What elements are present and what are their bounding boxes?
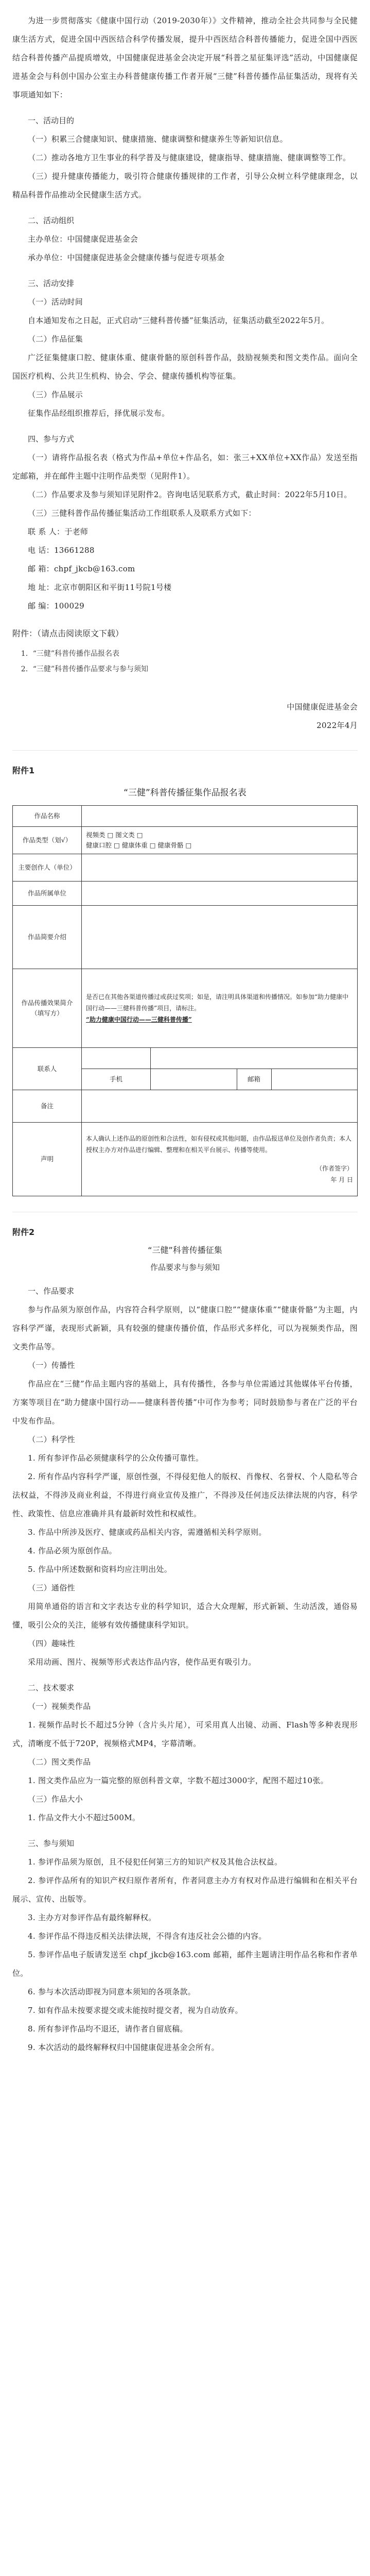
req-s1-sub-1: （一）传播性: [28, 1361, 75, 1370]
co-organizer: 承办单位：中国健康促进基金会健康传播与促进专项基金: [28, 253, 225, 262]
req-s1-text-9: 采用动画、图片、视频等形式表达作品内容，使作品更有吸引力。: [28, 1657, 256, 1667]
input-work-name[interactable]: [82, 806, 358, 827]
table-row: [13, 1048, 358, 1069]
section-divider: [12, 750, 358, 751]
reason-highlight: “助力健康中国行动——三健科普传播”: [86, 1016, 192, 1023]
annex-1-label: 附件1: [12, 766, 35, 775]
statement-sign: （作者签字）: [315, 1165, 353, 1172]
req-s3-text-9: 9. 本次活动的最终解释权归中国健康促进基金会所有。: [28, 2043, 219, 2052]
label-owner: 主要创作人（单位）: [13, 854, 82, 882]
req-section-2-title: 二、技术要求: [28, 1683, 75, 1692]
section-4-title: 四、参与方式: [28, 434, 75, 444]
section-1-title: 一、活动目的: [28, 116, 75, 125]
req-s2-sub-3: （三）作品大小: [28, 1794, 83, 1804]
section-1-item-3: （三）提升健康传播能力，吸引符合健康传播规律的工作者，引导公众树立科学健康理念，以精品科普作品推动全民健康生活方式。: [12, 172, 358, 199]
signature-org: 中国健康促进基金会: [287, 702, 358, 711]
contact-address: 地 址：北京市朝阳区和平街11号院1号楼: [28, 583, 172, 592]
section-4-text-3: （三）三健科普作品传播征集活动工作组联系人及联系方式如下：: [28, 509, 256, 518]
req-s2-text-3: 1. 作品文件大小不超过500M。: [28, 1813, 140, 1822]
label-work-name: 作品名称: [13, 806, 82, 827]
registration-form-table: [12, 805, 358, 1196]
contact-email[interactable]: 邮 箱：chpf_jkcb@163.com: [28, 564, 135, 573]
label-statement: 声明: [13, 1123, 82, 1196]
table-row: [13, 1123, 358, 1196]
req-s1-text-7: 5. 作品中所述数据和资料均应注明出处。: [28, 1565, 172, 1574]
requirements-subtitle: 作品要求与参与须知: [150, 1263, 220, 1272]
input-intro[interactable]: [82, 906, 358, 969]
req-s2-sub-1: （一）视频类作品: [28, 1702, 91, 1711]
attachment-link-2[interactable]: 2．“三健”科普传播作品要求与参与须知: [21, 665, 149, 673]
reason-text: [82, 969, 358, 1048]
type-options[interactable]: [82, 827, 358, 854]
req-s1-text-5: 3. 作品中所涉及医疗、健康或药品相关内容，需遵循相关科学原则。: [28, 1528, 267, 1537]
section-3-title: 三、活动安排: [28, 279, 75, 288]
req-s3-text-8: 8. 所有参评作品均不退还，请作者自留底稿。: [28, 2024, 188, 2033]
statement-text: 本人确认上述作品的原创性和合法性，如有侵权或其他问题，由作品报送单位及创作者负责；本人授权主办方对作品进行编辑、整理和在相关平台展示、传播等使用。: [86, 1135, 352, 1154]
req-s2-text-2: 1. 图文类作品应为一篇完整的原创科普文章，字数不超过3000字，配图不超过10张。: [28, 1776, 328, 1785]
input-owner[interactable]: [82, 854, 358, 882]
form-title: “三健”科普传播征集作品报名表: [124, 788, 246, 798]
req-s2-sub-2: （二）图文类作品: [28, 1757, 91, 1767]
req-s2-text-1: 1. 视频作品时长不超过5分钟（含片头片尾），可采用真人出镜、动画、Flash等多种表现形式，清晰度不低于720P，视频格式MP4，字幕清晰。: [12, 1720, 358, 1748]
table-row: [13, 806, 358, 827]
section-3-text-2: 广泛征集健康口腔、健康体重、健康骨骼的原创科普作品，鼓励视频类和图文类作品。面向全国医疗机构、公共卫生机构、协会、学会、健康传播机构等征集。: [12, 353, 358, 381]
req-s3-text-3: 3. 主办方对参评作品有最终解释权。: [28, 1913, 156, 1922]
label-contact-phone: 手机: [82, 1069, 151, 1090]
req-s1-text-1: 参与作品须为原创作品，内容符合科学原则，以“健康口腔”“健康体重”“健康骨骼”为主题，内容科学严谨，表现形式新颖，具有较强的健康传播价值，作品形式多样化，可以为视频类作品，图文类作品等。: [12, 1305, 358, 1351]
label-work-type: 作品类型（划√）: [13, 827, 82, 854]
section-4-text-1: （一）请将作品报名表（格式为作品+单位+作品名，如：张三+XX单位+XX作品）发送至指定邮箱，并在邮件主题中注明作品类型（见附件1）。: [12, 453, 358, 481]
statement-cell: [82, 1123, 358, 1196]
req-s1-sub-2: （二）科学性: [28, 1435, 75, 1444]
input-contact-extra[interactable]: [151, 1048, 358, 1069]
section-3-sub-3: （三）作品展示: [28, 390, 83, 399]
req-s1-text-6: 4. 作品必须为原创作品。: [28, 1546, 117, 1555]
req-s3-text-2: 2. 参评作品所有的知识产权归原作者所有，作者同意主办方有权对作品进行编辑和在相关平台展示、宣传、出版等。: [12, 1876, 358, 1904]
req-s1-sub-4: （四）趣味性: [28, 1639, 75, 1648]
req-s3-text-5: 5. 参评作品电子版请发送至 chpf_jkcb@163.com 邮箱，邮件主题请注明作品名称和作者单位。: [12, 1950, 358, 1978]
contact-person: 联 系 人：于老师: [28, 527, 89, 536]
label-unit: 作品所属单位: [13, 882, 82, 906]
label-contact-email: 邮箱: [237, 1069, 271, 1090]
table-row: [13, 1090, 358, 1123]
signature-date: 2022年4月: [316, 721, 358, 730]
req-s1-sub-3: （三）通俗性: [28, 1583, 75, 1592]
requirements-title: “三健”科普传播征集: [148, 1245, 222, 1255]
input-unit[interactable]: [82, 882, 358, 906]
section-3-sub-1: （一）活动时间: [28, 297, 83, 307]
table-row: [13, 827, 358, 854]
req-section-3-title: 三、参与须知: [28, 1839, 75, 1848]
section-4-text-2: （二）作品要求及参与须知详见附件2。咨询电话见联系方式，截止时间：2022年5月10日。: [28, 490, 352, 499]
input-contact-phone[interactable]: [151, 1069, 237, 1090]
req-s1-text-4: 2. 所有作品内容科学严谨，原创性强，不得侵犯他人的版权、肖像权、名誉权、个人隐私等合法权益，不得涉及商业利益，不得进行商业宣传及推广，不得涉及任何违反法律法规的内容，科学性、政策性、信息应准确并具有最新时效性和权威性。: [12, 1472, 358, 1518]
label-intro: 作品简要介绍: [13, 906, 82, 969]
table-row: [13, 854, 358, 882]
table-row: [13, 906, 358, 969]
attachment-link-1[interactable]: 1．“三健”科普传播作品报名表: [21, 650, 120, 658]
label-remarks: 备注: [13, 1090, 82, 1123]
type-options-line-2[interactable]: 健康口腔 □ 健康体重 □ 健康骨骼 □: [86, 841, 192, 849]
req-section-1-title: 一、作品要求: [28, 1286, 75, 1296]
req-s3-text-4: 4. 参评作品不得违反相关法律法规，不得含有违反社会公德的内容。: [28, 1931, 267, 1941]
reason-note: 是否已在其他各渠道传播过或获过奖项；如是，请注明具体渠道和传播情况。如参加“助力健康中国行动——三健科普传播”项目，请标注。: [86, 993, 349, 1012]
req-s3-text-1: 1. 参评作品须为原创，且不侵犯任何第三方的知识产权及其他合法权益。: [28, 1857, 283, 1867]
section-2-title: 二、活动组织: [28, 216, 75, 225]
input-contact-email[interactable]: [271, 1069, 358, 1090]
statement-date: 年 月 日: [330, 1176, 353, 1183]
label-contact: 联系人: [13, 1048, 82, 1090]
section-3-text-1: 自本通知发布之日起，正式启动“三健科普传播”征集活动，征集活动截至2022年5月。: [28, 316, 329, 325]
attachments-title: 附件：（请点击阅读原文下载）: [12, 629, 124, 638]
req-s3-text-7: 7. 如有作品未按要求提交或未能按时提交者，视为自动放弃。: [28, 2006, 243, 2015]
type-options-line-1[interactable]: 视频类 □ 图文类 □: [86, 831, 143, 839]
table-row: [13, 969, 358, 1048]
req-s3-text-6: 6. 参与本次活动即视为同意本须知的各项条款。: [28, 1987, 196, 1996]
input-contact-name[interactable]: [82, 1048, 151, 1069]
req-s1-text-3: 1. 所有参评作品必须健康科学的公众传播可靠性。: [28, 1453, 204, 1463]
intro-paragraph: 为进一步贯彻落实《健康中国行动（2019-2030年）》文件精神，推动全社会共同参与全民健康生活方式，促进全国中西医结合科学传播发展，提升中西医结合科普传播能力，促进全国中西医结合科普传播产品提质增效，中国健康促进基金会决定开展“科普之星征集评选”活动，中国健康促进基金会与科创中国办公室主办科普健康传播工作者开展“三健”科普传播作品征集活动，现将有关事项通知如下：: [12, 16, 358, 99]
annex-2-label: 附件2: [12, 1227, 35, 1237]
section-3-text-3: 征集作品经组织推荐后，择优展示发布。: [28, 409, 170, 418]
section-1-item-1: （一）积累三合健康知识、健康措施、健康调整和健康养生等新知识信息。: [28, 134, 288, 144]
contact-zip: 邮 编：100029: [28, 601, 85, 611]
section-1-item-2: （二）推动各地方卫生事业的科学普及与健康建设，健康指导、健康措施、健康调整等工作。: [28, 153, 351, 162]
req-s1-text-2: 作品应在“三健”作品主题内容的基础上，具有传播性，各参与单位需通过其他媒体平台传播，方案等项目在“助力健康中国行动——健康科普传播”中可作为参考；同时鼓励参与者在广泛的平台中发布作品。: [12, 1379, 358, 1426]
input-remarks[interactable]: [82, 1090, 358, 1123]
contact-phone: 电 话：13661288: [28, 546, 95, 555]
label-reason: 作品传播效果简介（填写方）: [13, 969, 82, 1048]
section-3-sub-2: （二）作品征集: [28, 334, 83, 344]
table-row: [13, 882, 358, 906]
organizer: 主办单位：中国健康促进基金会: [28, 234, 138, 244]
req-s1-text-8: 用简单通俗的语言和文字表达专业的科学知识，适合大众理解，形式新颖、生动活泼，通俗易懂，吸引公众的关注，能够有效传播健康科学知识。: [12, 1602, 358, 1630]
